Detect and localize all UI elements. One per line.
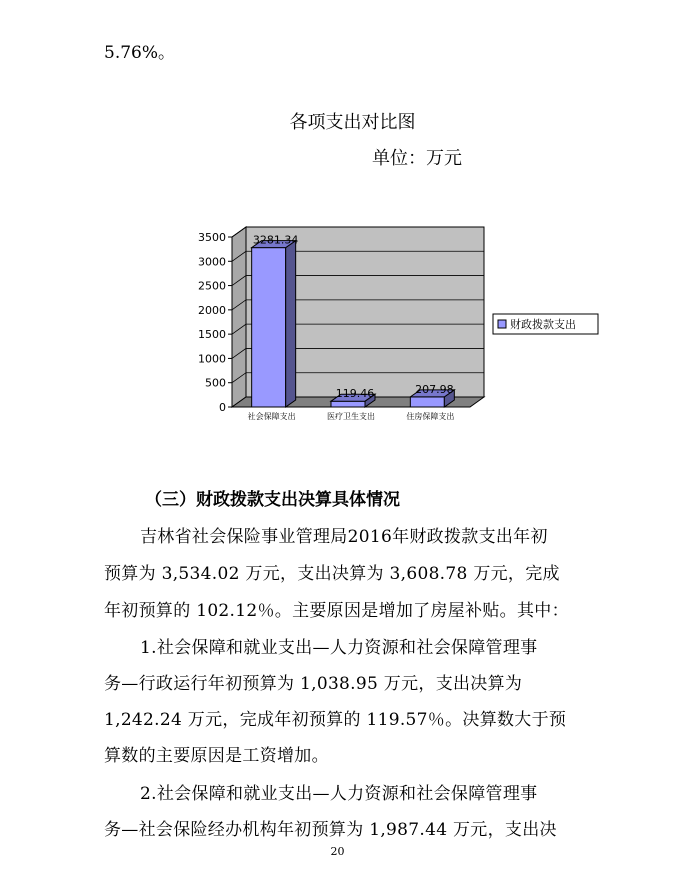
- category-label: 医疗卫生支出: [327, 412, 375, 421]
- paragraph-line: 1,242.24 万元，完成年初预算的 119.57％。决算数大于预: [104, 710, 567, 730]
- chart-legend: [493, 314, 598, 334]
- data-label: 3281.34: [252, 233, 299, 247]
- paragraph-line: 1.社会保障和就业支出—人力资源和社会保障管理事: [140, 638, 538, 658]
- chart-title: 各项支出对比图: [289, 112, 416, 133]
- paragraph-line: 预算为 3,534.02 万元，支出决算为 3,608.78 万元，完成: [104, 564, 560, 584]
- y-tick-label: 1000: [198, 352, 226, 366]
- bar-chart: [0, 0, 675, 430]
- category-label: 社会保障支出: [247, 412, 296, 421]
- bar: [410, 397, 444, 407]
- paragraph-line: 年初预算的 102.12％。主要原因是增加了房屋补贴。其中：: [104, 601, 569, 621]
- y-tick-labels: [198, 231, 226, 414]
- category-labels: [248, 411, 455, 421]
- bar-side: [286, 241, 296, 407]
- bar: [331, 401, 365, 407]
- paragraph-line: 务—行政运行年初预算为 1,038.95 万元，支出决算为: [104, 674, 523, 694]
- y-tick-label: 1500: [198, 328, 226, 342]
- bar: [252, 248, 286, 407]
- y-tick-label: 2500: [198, 279, 226, 293]
- data-label: 207.98: [415, 382, 454, 396]
- legend-swatch: [498, 320, 506, 328]
- chart-unit-label: 单位：万元: [372, 148, 462, 169]
- page-number: 20: [330, 845, 345, 858]
- paragraph-line: 算数的主要原因是工资增加。: [104, 746, 329, 766]
- section-heading: （三）财政拨款支出决算具体情况: [145, 490, 400, 510]
- y-tick-label: 3000: [198, 255, 226, 269]
- paragraph-line: 2.社会保障和就业支出—人力资源和社会保障管理事: [140, 784, 538, 804]
- y-tick-label: 500: [205, 376, 226, 390]
- top-text-line: 5.76%。: [104, 43, 176, 63]
- paragraph-line: 吉林省社会保险事业管理局2016年财政拨款支出年初: [140, 527, 548, 547]
- chart-side-wall: [232, 227, 246, 407]
- paragraph-line: 务—社会保险经办机构年初预算为 1,987.44 万元，支出决: [104, 820, 557, 840]
- data-label: 119.46: [335, 387, 375, 401]
- y-tick-label: 3500: [198, 231, 226, 244]
- legend-label: 财政拨款支出: [510, 318, 576, 331]
- y-tick-label: 0: [219, 401, 226, 414]
- y-tick-label: 2000: [198, 303, 226, 317]
- category-label: 住房保障支出: [406, 412, 455, 421]
